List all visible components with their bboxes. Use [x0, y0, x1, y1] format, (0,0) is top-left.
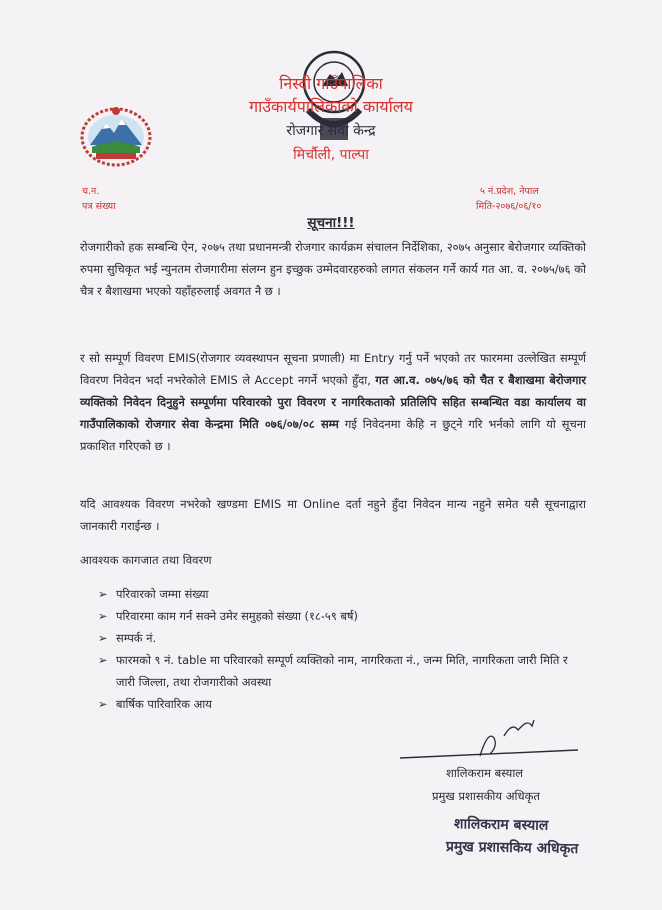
list-item: ➢ फारमको ९ नं. table मा परिवारको सम्पूर्ण व्यक्तिको नाम, नागरिकता नं., जन्म मिति, नागरिकता जारी मिति र जारी जिल्ला, तथा रोजगारीको अवस्था — [98, 649, 588, 693]
document-list — [98, 583, 588, 715]
header-municipality: निस्दी गाउँपालिका — [279, 74, 383, 93]
arrow-bullet-icon: ➢ — [98, 697, 108, 711]
paragraph-2 — [80, 347, 586, 457]
date-label: मिति-२०७६/०६/१० — [476, 201, 542, 212]
paragraph-3-text: यदि आवश्यक विवरण नभरेको खण्डमा EMIS मा Online दर्ता नहुने हुँदा निवेदन मान्य नहुने समेत यसै सूचनाद्वारा जानकारी गराईन्छ । — [80, 497, 586, 533]
paragraph-2-bold: गत आ.व. ०७५/७६ को चैत र बैशाखमा बेरोजगार व्यक्तिको निवेदन दिनुहुने सम्पूर्णमा परिवारको पुरा विवरण र नागरिकताको प्रतिलिपि सहित सम्बन्धित वडा कार्यालय वा गाउँपालिकाको रोजगार सेवा केन्द्रमा मिति ०७६/०७/०८ सम्म — [80, 373, 587, 431]
list-item: ➢ परिवारमा काम गर्न सक्ने उमेर समुहको संख्या (१८-५९ बर्ष) — [98, 605, 588, 627]
paragraph-2-text — [80, 347, 586, 457]
seal-title: प्रमुख प्रशासकिय अधिकृत — [445, 838, 579, 858]
arrow-bullet-icon: ➢ — [98, 631, 108, 645]
province-label: ५ नं.प्रदेश, नेपाल — [480, 186, 539, 197]
header-address: मिर्चौली, पाल्पा — [293, 147, 369, 163]
list-item: ➢ सम्पर्क नं. — [98, 627, 588, 649]
list-item: ➢ बार्षिक पारिवारिक आय — [98, 693, 588, 715]
arrow-bullet-icon: ➢ — [98, 609, 108, 623]
paragraph-2-normal-start: र सो सम्पूर्ण विवरण EMIS(रोजगार व्यवस्थापन सूचना प्रणाली) मा Entry गर्नु पर्ने भएको तर फारममा उल्लेखित सम्पूर्ण विवरण निवेदन भर्दा नभरेकोले EMIS ले Accept नगर्ने भएको हुँदा, — [80, 351, 586, 387]
signatory-title: प्रमुख प्रशासकीय अधिकृत — [432, 789, 540, 803]
header-center: रोजगार सेवा केन्द्र — [286, 123, 376, 139]
cha-na-label: च.न. — [82, 186, 100, 197]
patra-sankhya-label: पत्र संख्या — [82, 201, 116, 212]
section-heading: आवश्यक कागजात तथा विवरण — [80, 553, 212, 567]
signature-mark-icon — [394, 716, 584, 764]
seal-name: शालिकराम बस्याल — [453, 816, 549, 834]
header-office: गाउँकार्यपालिकाको कार्यालय — [249, 97, 413, 116]
paragraph-1-text: रोजगारीको हक सम्बन्धि ऐन, २०७५ तथा प्रधानमन्त्री रोजगार कार्यक्रम संचालन निर्देशिका, २०७५ अनुसार बेरोजगार व्यक्तिको रुपमा सुचिकृत भई न्युनतम रोजगारीमा संलग्न हुन इच्छुक उम्मेदवारहरुको लागत संकलन गर्ने कार्य गत आ. व. २०७५/७६ को चैत्र र बैशाखमा भएको यहाँहरुलाई अवगत नै छ । — [80, 240, 586, 298]
list-item: ➢ परिवारको जम्मा संख्या — [98, 583, 588, 605]
notice-title: सूचना!!! — [307, 215, 355, 231]
arrow-bullet-icon: ➢ — [98, 587, 108, 601]
paragraph-1 — [80, 236, 586, 302]
paragraph-3 — [80, 493, 586, 537]
arrow-bullet-icon: ➢ — [98, 653, 108, 667]
nepal-emblem-icon — [76, 103, 156, 169]
paragraph-2-normal-end: गई निवेदनमा केहि न छुट्ने गरि भर्नको लागि यो सूचना प्रकाशित गरिएको छ । — [80, 417, 587, 453]
signatory-name: शालिकराम बस्याल — [446, 766, 524, 780]
